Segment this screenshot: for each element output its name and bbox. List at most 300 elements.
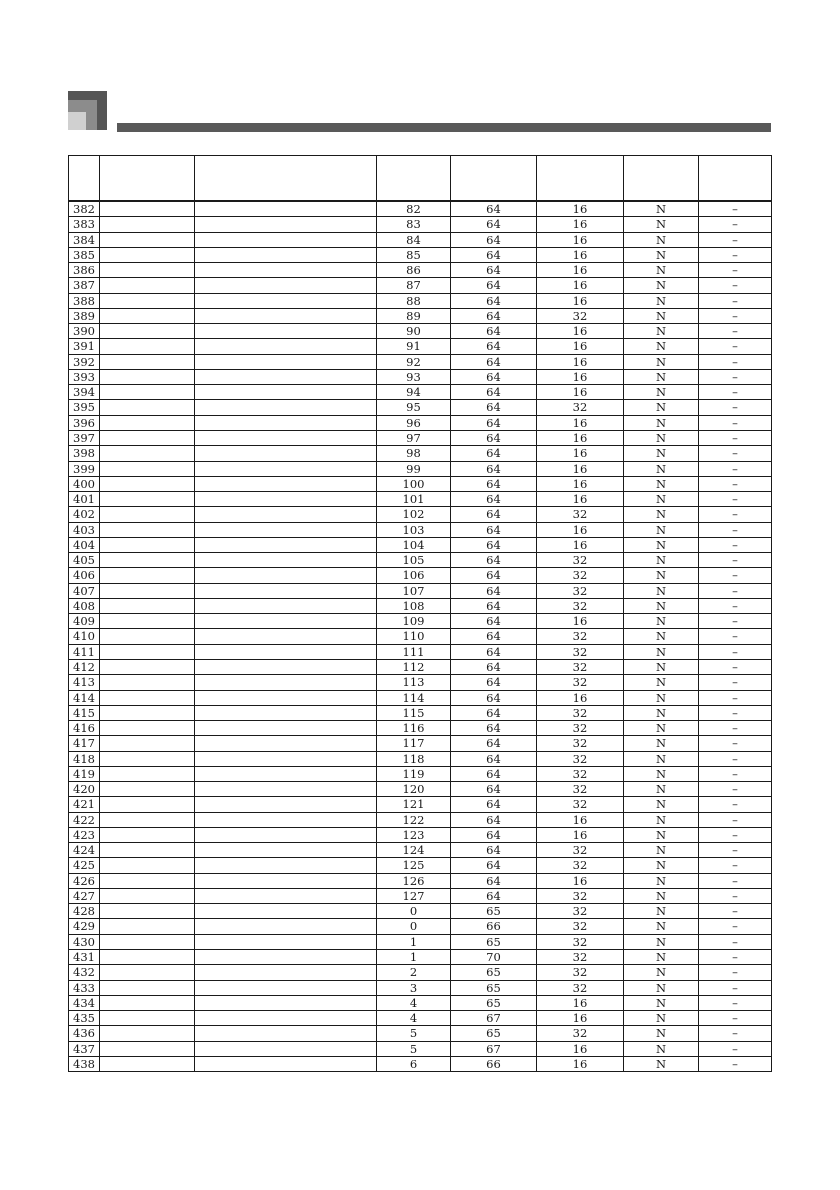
table-cell: 418 xyxy=(69,751,100,766)
table-row xyxy=(69,385,772,400)
table-cell: – xyxy=(699,858,772,873)
table-cell xyxy=(195,369,377,384)
table-cell: 104 xyxy=(377,537,451,552)
table-cell: 417 xyxy=(69,736,100,751)
table-row xyxy=(69,232,772,247)
table-cell: – xyxy=(699,1011,772,1026)
table-cell xyxy=(195,965,377,980)
table-cell: N xyxy=(624,354,699,369)
table-cell xyxy=(100,461,195,476)
table-cell: 118 xyxy=(377,751,451,766)
table-cell: N xyxy=(624,690,699,705)
table-cell: 393 xyxy=(69,369,100,384)
table-cell: 64 xyxy=(451,492,537,507)
table-cell: 385 xyxy=(69,247,100,262)
table-cell: – xyxy=(699,782,772,797)
table-cell: – xyxy=(699,537,772,552)
table-cell: 4 xyxy=(377,995,451,1010)
table-row xyxy=(69,766,772,781)
table-cell xyxy=(195,904,377,919)
table-cell xyxy=(100,400,195,415)
table-cell: 64 xyxy=(451,537,537,552)
table-cell: N xyxy=(624,507,699,522)
table-cell: 64 xyxy=(451,400,537,415)
table-row xyxy=(69,263,772,278)
table-cell xyxy=(195,1011,377,1026)
table-row xyxy=(69,354,772,369)
table-cell xyxy=(195,278,377,293)
table-cell: 16 xyxy=(537,430,624,445)
table-cell: N xyxy=(624,293,699,308)
table-cell xyxy=(195,797,377,812)
table-cell: 96 xyxy=(377,415,451,430)
table-cell xyxy=(195,232,377,247)
table-cell: 1 xyxy=(377,934,451,949)
table-cell: 64 xyxy=(451,797,537,812)
table-cell xyxy=(100,751,195,766)
table-cell: 16 xyxy=(537,385,624,400)
table-row xyxy=(69,751,772,766)
table-cell xyxy=(195,430,377,445)
table-cell: – xyxy=(699,1041,772,1056)
table-cell: 117 xyxy=(377,736,451,751)
table-cell: 64 xyxy=(451,736,537,751)
table-cell: – xyxy=(699,415,772,430)
table-cell: 16 xyxy=(537,812,624,827)
table-cell xyxy=(100,354,195,369)
table-cell xyxy=(195,995,377,1010)
table-cell: 0 xyxy=(377,904,451,919)
table-cell xyxy=(100,430,195,445)
table-cell: N xyxy=(624,980,699,995)
table-cell: 97 xyxy=(377,430,451,445)
table-cell: 115 xyxy=(377,705,451,720)
table-cell: 386 xyxy=(69,263,100,278)
table-cell: 429 xyxy=(69,919,100,934)
table-cell: 110 xyxy=(377,629,451,644)
table-cell xyxy=(195,919,377,934)
table-cell: 402 xyxy=(69,507,100,522)
table-cell: 389 xyxy=(69,308,100,323)
table-cell xyxy=(100,324,195,339)
table-cell xyxy=(100,583,195,598)
table-cell: N xyxy=(624,461,699,476)
table-row xyxy=(69,904,772,919)
table-cell: N xyxy=(624,598,699,613)
table-row xyxy=(69,1026,772,1041)
table-cell: 16 xyxy=(537,415,624,430)
table-row xyxy=(69,1041,772,1056)
table-cell: 64 xyxy=(451,308,537,323)
table-row xyxy=(69,324,772,339)
table-cell: 85 xyxy=(377,247,451,262)
table-row xyxy=(69,919,772,934)
table-cell: N xyxy=(624,201,699,217)
table-row xyxy=(69,537,772,552)
table-row xyxy=(69,705,772,720)
table-cell: – xyxy=(699,904,772,919)
table-cell: 438 xyxy=(69,1056,100,1071)
table-cell xyxy=(100,766,195,781)
table-cell: 406 xyxy=(69,568,100,583)
table-cell: 82 xyxy=(377,201,451,217)
table-cell: 409 xyxy=(69,614,100,629)
table-row xyxy=(69,629,772,644)
table-cell: 16 xyxy=(537,522,624,537)
table-row xyxy=(69,492,772,507)
table-cell: 64 xyxy=(451,293,537,308)
table-cell xyxy=(100,598,195,613)
table-cell: N xyxy=(624,797,699,812)
table-cell: 98 xyxy=(377,446,451,461)
table-cell: N xyxy=(624,1056,699,1071)
table-cell xyxy=(195,507,377,522)
table-cell: – xyxy=(699,766,772,781)
table-row xyxy=(69,614,772,629)
table-cell: – xyxy=(699,1056,772,1071)
table-cell: 64 xyxy=(451,812,537,827)
table-cell: N xyxy=(624,644,699,659)
table-row xyxy=(69,690,772,705)
table-cell: 16 xyxy=(537,324,624,339)
table-cell xyxy=(195,568,377,583)
table-cell: 16 xyxy=(537,1011,624,1026)
table-row xyxy=(69,308,772,323)
table-cell: 64 xyxy=(451,232,537,247)
table-cell xyxy=(195,721,377,736)
table-cell: – xyxy=(699,980,772,995)
table-row xyxy=(69,476,772,491)
table-cell: N xyxy=(624,904,699,919)
table-cell xyxy=(100,278,195,293)
table-cell xyxy=(100,858,195,873)
table-cell xyxy=(100,980,195,995)
table-cell xyxy=(100,629,195,644)
table-cell: 16 xyxy=(537,247,624,262)
table-cell: N xyxy=(624,263,699,278)
table-cell: 413 xyxy=(69,675,100,690)
table-cell: 64 xyxy=(451,476,537,491)
table-cell: – xyxy=(699,553,772,568)
table-cell: 90 xyxy=(377,324,451,339)
table-cell: 434 xyxy=(69,995,100,1010)
table-cell: N xyxy=(624,705,699,720)
table-cell xyxy=(100,827,195,842)
table-cell: – xyxy=(699,293,772,308)
table-cell: 414 xyxy=(69,690,100,705)
table-cell: 65 xyxy=(451,934,537,949)
table-cell: 64 xyxy=(451,201,537,217)
tone-list-table xyxy=(68,155,772,1072)
header-cell xyxy=(624,156,699,202)
table-row xyxy=(69,461,772,476)
table-cell xyxy=(100,263,195,278)
table-cell xyxy=(100,797,195,812)
table-cell: 16 xyxy=(537,278,624,293)
table-cell: 65 xyxy=(451,995,537,1010)
table-cell xyxy=(100,507,195,522)
table-cell: N xyxy=(624,919,699,934)
table-cell: 425 xyxy=(69,858,100,873)
table-cell: N xyxy=(624,568,699,583)
table-cell: 105 xyxy=(377,553,451,568)
table-cell: 411 xyxy=(69,644,100,659)
table-cell: N xyxy=(624,659,699,674)
table-cell: 101 xyxy=(377,492,451,507)
table-cell: – xyxy=(699,995,772,1010)
table-cell: 420 xyxy=(69,782,100,797)
table-row xyxy=(69,659,772,674)
table-cell xyxy=(195,308,377,323)
table-cell: 16 xyxy=(537,354,624,369)
table-cell: 16 xyxy=(537,537,624,552)
table-cell: 32 xyxy=(537,919,624,934)
table-cell: N xyxy=(624,446,699,461)
table-row xyxy=(69,843,772,858)
table-row xyxy=(69,888,772,903)
table-cell: – xyxy=(699,598,772,613)
table-cell: 114 xyxy=(377,690,451,705)
table-cell xyxy=(195,553,377,568)
table-cell: N xyxy=(624,308,699,323)
table-cell: 64 xyxy=(451,614,537,629)
table-cell: N xyxy=(624,751,699,766)
table-cell: N xyxy=(624,675,699,690)
corner-square-light xyxy=(68,112,86,130)
table-cell: 403 xyxy=(69,522,100,537)
table-cell: 16 xyxy=(537,339,624,354)
table-cell: 382 xyxy=(69,201,100,217)
table-cell: 64 xyxy=(451,415,537,430)
table-cell: 32 xyxy=(537,721,624,736)
table-cell: 64 xyxy=(451,751,537,766)
table-cell: 16 xyxy=(537,476,624,491)
table-cell xyxy=(100,568,195,583)
table-cell: 64 xyxy=(451,247,537,262)
table-cell xyxy=(100,308,195,323)
table-cell xyxy=(100,873,195,888)
table-cell: – xyxy=(699,675,772,690)
table-cell: 94 xyxy=(377,385,451,400)
table-cell: 435 xyxy=(69,1011,100,1026)
table-cell: – xyxy=(699,308,772,323)
table-cell: 92 xyxy=(377,354,451,369)
table-cell: 6 xyxy=(377,1056,451,1071)
table-cell xyxy=(100,736,195,751)
table-body xyxy=(69,201,772,1072)
table-cell xyxy=(195,217,377,232)
table-cell: – xyxy=(699,705,772,720)
table-cell xyxy=(195,385,377,400)
table-cell: 64 xyxy=(451,263,537,278)
table-row xyxy=(69,675,772,690)
table-cell: 0 xyxy=(377,919,451,934)
table-cell: N xyxy=(624,736,699,751)
table-cell: N xyxy=(624,247,699,262)
tone-list-table-wrap xyxy=(68,155,771,1072)
table-cell: – xyxy=(699,843,772,858)
table-cell: – xyxy=(699,721,772,736)
table-cell: 91 xyxy=(377,339,451,354)
table-cell xyxy=(100,1041,195,1056)
table-cell: 32 xyxy=(537,705,624,720)
table-cell xyxy=(195,659,377,674)
table-cell: – xyxy=(699,873,772,888)
table-cell: 16 xyxy=(537,1041,624,1056)
table-cell: 397 xyxy=(69,430,100,445)
table-cell: 100 xyxy=(377,476,451,491)
table-row xyxy=(69,1011,772,1026)
table-row xyxy=(69,858,772,873)
table-cell xyxy=(100,369,195,384)
header-cell xyxy=(377,156,451,202)
table-cell: – xyxy=(699,614,772,629)
table-cell xyxy=(195,492,377,507)
table-cell: – xyxy=(699,507,772,522)
table-cell: – xyxy=(699,934,772,949)
table-cell: 32 xyxy=(537,980,624,995)
table-cell: 65 xyxy=(451,904,537,919)
table-cell: – xyxy=(699,354,772,369)
table-cell: 16 xyxy=(537,369,624,384)
table-cell xyxy=(195,705,377,720)
table-row xyxy=(69,430,772,445)
table-cell: N xyxy=(624,629,699,644)
table-cell: – xyxy=(699,232,772,247)
section-corner-icon xyxy=(68,91,108,131)
table-cell: 16 xyxy=(537,827,624,842)
table-cell: 64 xyxy=(451,888,537,903)
table-cell xyxy=(100,1026,195,1041)
table-cell xyxy=(100,522,195,537)
table-cell: N xyxy=(624,339,699,354)
header-cell xyxy=(195,156,377,202)
table-cell: 32 xyxy=(537,629,624,644)
table-cell: 16 xyxy=(537,995,624,1010)
table-cell: 64 xyxy=(451,354,537,369)
table-cell: N xyxy=(624,217,699,232)
table-cell: 410 xyxy=(69,629,100,644)
table-cell xyxy=(100,614,195,629)
table-cell: – xyxy=(699,430,772,445)
table-cell: 32 xyxy=(537,904,624,919)
table-cell: 64 xyxy=(451,827,537,842)
table-cell xyxy=(100,644,195,659)
table-cell: N xyxy=(624,583,699,598)
table-cell: N xyxy=(624,843,699,858)
table-cell: – xyxy=(699,400,772,415)
table-cell: 390 xyxy=(69,324,100,339)
table-cell: 4 xyxy=(377,1011,451,1026)
table-cell: 433 xyxy=(69,980,100,995)
table-cell: 16 xyxy=(537,232,624,247)
table-cell: 384 xyxy=(69,232,100,247)
table-cell: 421 xyxy=(69,797,100,812)
table-cell xyxy=(100,232,195,247)
table-row xyxy=(69,415,772,430)
table-row xyxy=(69,583,772,598)
table-cell: 64 xyxy=(451,659,537,674)
table-cell: 16 xyxy=(537,690,624,705)
table-cell: 112 xyxy=(377,659,451,674)
table-cell: 32 xyxy=(537,675,624,690)
table-cell: 5 xyxy=(377,1026,451,1041)
table-cell: – xyxy=(699,201,772,217)
table-cell: – xyxy=(699,278,772,293)
table-cell xyxy=(195,263,377,278)
table-cell: N xyxy=(624,476,699,491)
table-row xyxy=(69,522,772,537)
table-cell: – xyxy=(699,568,772,583)
table-cell: 95 xyxy=(377,400,451,415)
table-cell: N xyxy=(624,614,699,629)
table-cell: – xyxy=(699,736,772,751)
table-cell: – xyxy=(699,339,772,354)
table-cell: 407 xyxy=(69,583,100,598)
table-cell: 436 xyxy=(69,1026,100,1041)
table-cell xyxy=(100,950,195,965)
table-cell xyxy=(195,827,377,842)
table-cell: 16 xyxy=(537,293,624,308)
table-cell: 32 xyxy=(537,736,624,751)
table-cell xyxy=(195,583,377,598)
table-cell: N xyxy=(624,537,699,552)
table-cell: N xyxy=(624,385,699,400)
table-cell: 388 xyxy=(69,293,100,308)
table-cell xyxy=(100,965,195,980)
header-rule xyxy=(117,123,771,132)
table-cell xyxy=(100,934,195,949)
table-cell: 415 xyxy=(69,705,100,720)
table-cell: 64 xyxy=(451,644,537,659)
table-cell: 109 xyxy=(377,614,451,629)
table-row xyxy=(69,782,772,797)
table-cell: 120 xyxy=(377,782,451,797)
table-cell: 70 xyxy=(451,950,537,965)
table-cell: 3 xyxy=(377,980,451,995)
table-row xyxy=(69,217,772,232)
table-cell: 125 xyxy=(377,858,451,873)
table-cell: 32 xyxy=(537,598,624,613)
table-cell xyxy=(195,400,377,415)
table-cell: 32 xyxy=(537,644,624,659)
table-cell: 65 xyxy=(451,965,537,980)
table-cell: 430 xyxy=(69,934,100,949)
table-row xyxy=(69,721,772,736)
table-cell: 89 xyxy=(377,308,451,323)
table-cell xyxy=(195,354,377,369)
table-cell: – xyxy=(699,888,772,903)
table-cell xyxy=(195,614,377,629)
table-cell xyxy=(100,675,195,690)
table-cell: N xyxy=(624,812,699,827)
table-cell: 2 xyxy=(377,965,451,980)
table-cell: 398 xyxy=(69,446,100,461)
table-cell: 394 xyxy=(69,385,100,400)
table-row xyxy=(69,827,772,842)
table-cell: – xyxy=(699,797,772,812)
table-cell: 32 xyxy=(537,507,624,522)
table-cell: 87 xyxy=(377,278,451,293)
table-cell xyxy=(195,980,377,995)
table-cell: – xyxy=(699,690,772,705)
table-cell: 64 xyxy=(451,324,537,339)
table-cell: 32 xyxy=(537,766,624,781)
table-cell xyxy=(195,888,377,903)
table-cell xyxy=(100,476,195,491)
table-row xyxy=(69,293,772,308)
table-cell: 66 xyxy=(451,1056,537,1071)
